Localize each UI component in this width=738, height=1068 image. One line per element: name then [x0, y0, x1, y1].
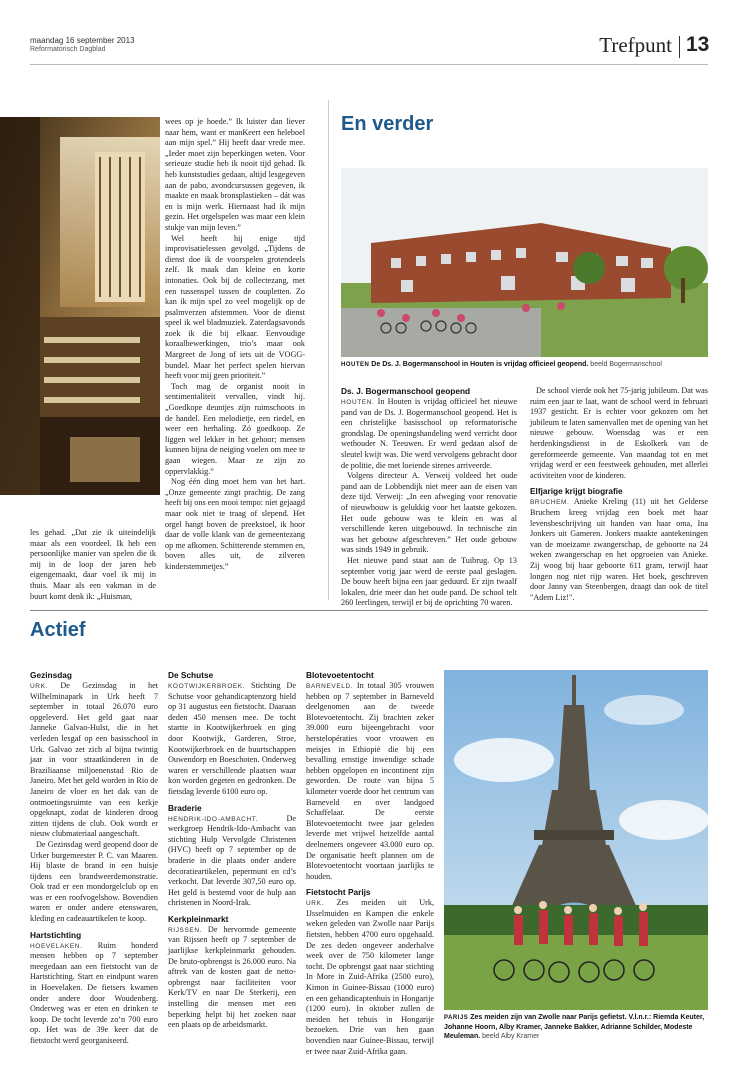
actief-title: Actief [30, 619, 86, 641]
article-para: HOUTEN. In Houten is vrijdag officieel het nieuwe pand van de Ds. J. Bogermanschool geopend. Het is een christelijke basisschool op reformatorische grondslag. De openingshandeling werd verricht door wethouder N. Teeuwen. Er werd gedaan alsof de sleutel kwijt was. Die werd vervolgens gebracht door de politie, die met loeiende sirenes arriveerde. [341, 397, 517, 470]
article-heading: Elfjarige krijgt biografie [530, 486, 623, 497]
school-photo-caption [341, 360, 708, 370]
interview-para: les gehad. „Dat zie ik uiteindelijk maar als een voordeel. Ik heb een persoonlijke manier van spelen die ik mij in de loop der jaren heb eigengemaakt, daar voel ik mij in thuis. Maar als een vakman in de buurt komt denk ik: „Huisman, [30, 528, 156, 601]
article-para: RIJSSEN. De hervormde gemeente van Rijssen heeft op 7 september de jaarlijkse kerkpleinmarkt gehouden. De bruto-opbrengst is 26.000 euro. Na aftrek van de kosten gaat de netto-opbrengst naar faciliteiten voor Kerk/TV en naar De Sterkerij, een instelling die mensen met een beperking helpt bij het zoeken naar een plaats op de arbeidsmarkt. [168, 924, 296, 1030]
article-para: Het nieuwe pand staat aan de Tuibrug. Op 13 september vorig jaar werd de eerste paal geslagen. De bouw heeft bijna een jaar geduurd. Er zijn twaalf lokalen, drie meer dan het oude pand. De school telt 260 leerlingen, terwijl er bij de oprichting 70 waren. [341, 555, 517, 608]
section-rule [30, 610, 708, 611]
paris-photo [444, 670, 708, 1010]
en-verder-col2 [530, 386, 708, 603]
article-heading: Blotevoetentocht [306, 670, 374, 680]
header-divider [679, 36, 680, 58]
article-para: BARNEVELD. In totaal 305 vrouwen hebben op 7 september in Barneveld deelgenomen aan de tweede Blotevoetentocht. Zij brachten zeker 39.000 euro bijeengebracht voor herstelopératies voor vrouwen en meisjes in Ethiopië die bij een bevalling ernstige inwendige schade hebben opgelopen en incontinent zijn geworden. De route van bijna 5 kilometer voerde door het centrum van Barneveld en over landgoed Schaffelaar. De eerste Blotevoetentocht twee jaar geleden leverde met vrijwel hetzelfde aantal deelnemers ongeveer 43.000 euro op. De organisatie heeft plannen om de Blotevoetentocht voortaan jaarlijks te houden. [306, 681, 434, 881]
caption-credit: beeld Bogermanschool [590, 361, 662, 368]
article-dateline: HOUTEN. [341, 399, 375, 406]
interview-col1-end [30, 528, 156, 602]
caption-tag: PARIJS [444, 1015, 469, 1021]
article-heading: Ds. J. Bogermanschool geopend [341, 386, 471, 396]
interview-col2 [165, 117, 305, 573]
article-heading: Kerkpleinmarkt [168, 913, 229, 924]
header-rule [30, 64, 708, 65]
en-verder-title: En verder [341, 113, 434, 135]
article-heading: Gezinsdag [30, 670, 72, 680]
article-para: Volgens directeur A. Verweij voldeed het oude pand aan de Lobbendijk niet meer aan de eisen van deze tijd. Verweij: „In een afweging voor renovatie of nieuwbouw is gelukkig voor het laatste gekozen. Het oude gebouw was te klein en was al verschillende keren uitgebouwd. In technische zin was het gebouw afgeschreven.” Het oude gebouw was sinds 1949 in gebruik. [341, 471, 517, 555]
article-para: HOEVELAKEN. Ruim honderd mensen hebben op 7 september meegedaan aan een fietstocht van de Hartstichting. Start en eindpunt waren in Hoevelaken. De fietsers kwamen onder andere door Woudenberg. Onderweg was er eten en drinken te koop. De tocht leverde zo’n 700 euro op. Het was de 39e keer dat de fietstocht werd georganiseerd. [30, 940, 159, 1045]
caption-text: Zes meiden zijn van Zwolle naar Parijs gefietst. V.l.n.r.: Riemda Keuter, Johanne Hoorn, Alby Kramer, Janneke Bakker, Adrianne Schilder, Modeste Meuleman. [444, 1014, 705, 1040]
header-page-number: 13 [686, 33, 710, 56]
interview-para: Nog één ding moet hem van het hart. „Onze gemeente zingt prachtig. De zang heeft bij ons een mooi tempo: niet gejaagd maar ook niet te traag of slepend. Het orgel hangt boven de preekstoel, ik hoor daar de volle klank van de gemeentezang op me afkomen. Schitterende stemmen en, boven alles uit, de zilveren kinderstemmetjes.” [165, 477, 305, 571]
header-paper-name: Reformatorisch Dagblad [30, 46, 106, 53]
caption-text: De Ds. J. Bogermanschool in Houten is vrijdag officieel geopend. [371, 361, 589, 368]
header-section-title: Trefpunt [599, 33, 672, 57]
paris-photo-caption [444, 1013, 708, 1041]
article-para: De school vierde ook het 75-jarig jubileum. Dat was ruim een jaar te laat, want de school werd in februari 1937 gesticht. Er is echter voor gekozen om het jubileum te laten samenvallen met de opening van het nieuwe gebouw. Woensdag was er een herdenkingsdienst in de Eskolkerk van de gereformeerde gemeente. Van maandag tot en met vrijdag werd er een feestweek gehouden, met allerlei activiteiten voor de kinderen. [530, 386, 708, 480]
caption-credit: beeld Alby Kramer [482, 1033, 540, 1040]
actief-col2 [168, 670, 296, 1031]
article-para: KOOTWIJKERBROEK. Stichting De Schutse voor gehandicaptenzorg hield op 31 augustus een fietstocht. Daaraan deden 450 mensen mee. De tocht startte in Kootwijkerbroek en ging door Kootwijk, Garderen, Stroe, Kootwijkerbroek en de buurtschappen Ouwendorp en Boeschoten. Onderweg waren er verschillende plaatsen waar kon worden gegeten en gedronken. De fietsdag leverde 6100 euro op. [168, 681, 296, 796]
article-bogerman [341, 386, 517, 609]
article-para: HENDRIK-IDO-AMBACHT. De werkgroep Hendrik-Ido-Ambacht van stichting Hulp Vervolgde Christenen (HVC) heeft op 7 september op de braderie in die plaats onder andere decoratieartikelen, pepermunt en cd’s verkocht. Dat leverde 307,50 euro op. Het geld is bestemd voor de hulp aan christenen in Noord-Irak. [168, 813, 296, 908]
article-para: BRUCHEM. Anieke Kreling (11) uit het Gelderse Bruchem kreeg vrijdag een boek met haar levensbeschrijving uit handen van haar oma, Ina Jonkers uit Gameren. Jonkers maakte aantekeningen van de moeizame zwangerschap, de geboorte na 24 weken zwangerschap en het opgroeien van Anieke. Zij woog bij haar geboorte 611 gram, terwijl haar longen nog niet rijp waren. Het boek, geschreven door Janny van Steenbergen, draagt dan ook de titel "Adem Liz!". [530, 497, 708, 602]
caption-tag: HOUTEN [341, 362, 370, 368]
article-para: De Gezinsdag werd geopend door de Urker burgemeester P. C. van Maaren. Hij blaste de brand in een huisje tijdens een brandweerdemonstratie. Ook trad er een mondorgelclub op en was er een roofvogelshow. Bovendien waren er onder andere etenswaren, kleding en cadeauartikelen te koop. [30, 839, 158, 924]
interview-para: Toch mag de organist nooit in sentimentaliteit vervallen, vindt hij. „Goedkope deuntjes zijn ruimschoots in de handel. Een melodietje, een riedel, en weer een herhaling. Zó goedkoop. Ze liggen wel lekker in het gehoor; mensen kunnen bijna de neiging voelen om mee te gaan wiegen. Maar ze zijn zo oppervlakkig.” [165, 381, 305, 476]
interview-para: Wel heeft hij enige tijd improvisatielessen gevolgd. „Tijdens de dienst doe ik de voorspelen grotendeels zelf. Ik maak dan kleine en korte intonaties. Ook bij de collectezang, met een tussenspel tussen de coupletten. Zo kan ik mijn spel zo veel mogelijk op de psalmverzen afstemmen. Voor de dienst speel ik wel bladmuziek. Zaterdagsavonds zoek ik die bij elkaar. Eenvoudige koraalbewerkingen, trio’s maar ook Margreet de Jong of iets uit de VOGG-bundel. Maar het perfect spelen hiervan heeft voor mij geen prioriteit.” [165, 233, 305, 381]
article-heading: Fietstocht Parijs [306, 887, 371, 898]
organ-photo [0, 117, 160, 495]
actief-col3 [306, 670, 434, 1057]
school-photo [341, 168, 708, 357]
actief-col1 [30, 670, 158, 1047]
interview-para: wees op je hoede.” Ik luister dan liever naar hem, want er manKeert een heleboel aan mijn spel.” Hij heeft daar vrede mee. „Ieder moet zijn beperkingen weten. Voor serieuze studie heb ik nooit tijd gehad. Ik heb kunststudies gedaan, altijd lesgegeven aan de pabo, avondcursussen gegeven, ik maakte en maak bronsplastieken – dát was en is mijn werk. Hiernaast had ik mijn gezin. Het orgelspelen was maar een klein stukje van mijn leven.” [165, 117, 305, 232]
article-heading: Hartstichting [30, 929, 82, 940]
column-divider [328, 100, 329, 600]
article-dateline: BRUCHEM. [530, 499, 570, 507]
article-heading: De Schutse [168, 670, 214, 680]
header-date: maandag 16 september 2013 [30, 36, 135, 45]
article-heading: Braderie [168, 802, 202, 813]
article-para: URK. Zes meiden uit Urk, IJsselmuiden en Kampen die enkele weken geleden van Zwolle naar Parijs fietsten, hebben 4700 euro opgehaald. De zes deden ongeveer anderhalve week over de 750 kilometer lange tocht. De opbrengst gaat naar stichting In More in Zuid-Afrika (2500 euro), Kimon in Guinee-Bissau (1000 euro) en een gehandicaptenhuis in Hongarije (1200 euro). In oktober zullen de meiden het tehuis in Hongarije bezoeken. Drie van hen gaan bovendien naar Guinee-Bissau, terwijl er twee naar Zuid-Afrika gaan. [306, 898, 435, 1056]
article-para: URK. De Gezinsdag in het Wilhelminapark in Urk heeft 7 september in totaal 26.070 euro opgeleverd. Het geld gaat naar Janneke Galvao-Hulst, die in het verleden lesgaf op een basisschool in Urk. Galvao zet zich al bijna twintig jaar in voor straatkinderen in de Braziliaanse miljoenenstad Rio de Janeiro. Met het geld worden in Rio de Janeiro de vloer en het dak van de ontmoetingsruimte van een kerkje opgeknapt, zodat de kinderen droog zitten tijdens de club. Ook wordt er nieuw clubmateriaal aangeschaft. [30, 681, 159, 839]
